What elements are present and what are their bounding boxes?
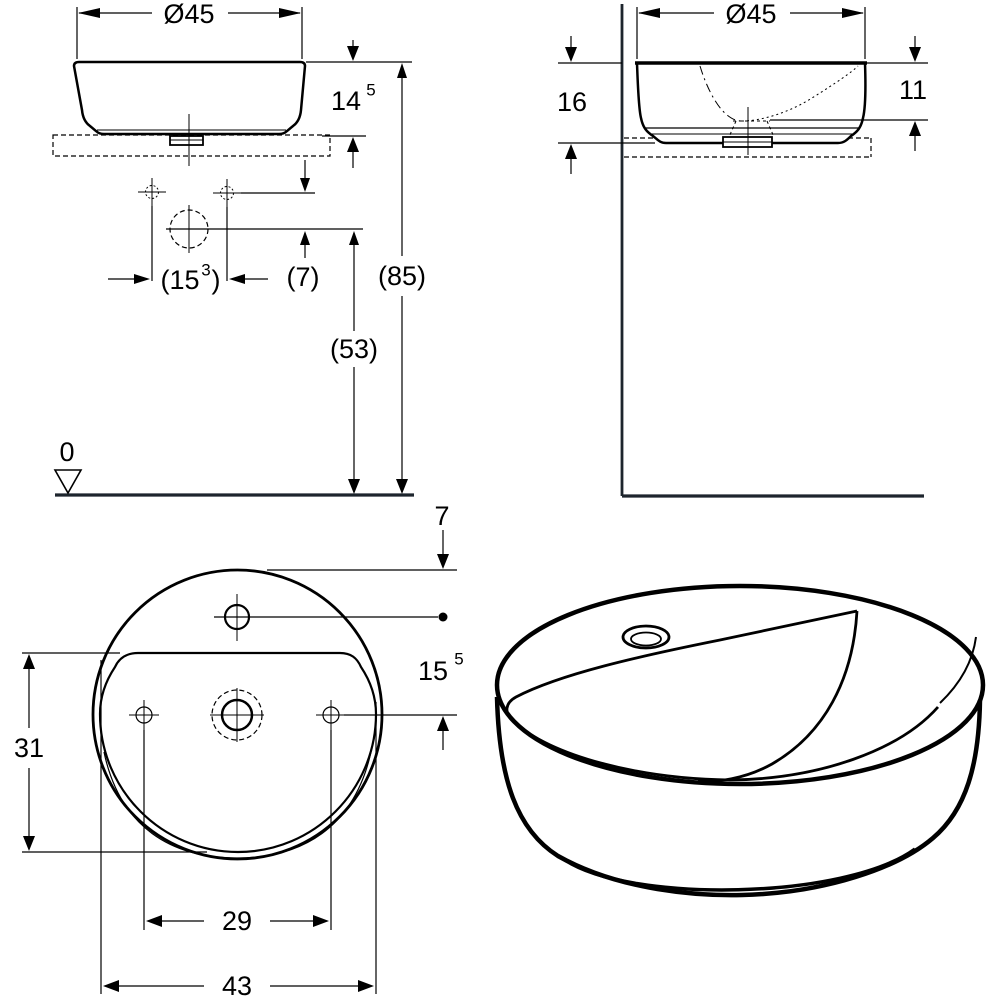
side-16-arrow-bottom [565,144,577,159]
front-fix-label-open: (15 [160,265,200,295]
front-fix-arrow-right [229,274,245,284]
plan-tap-drain-label-sup: 5 [454,649,464,669]
front-7-arrow-top [300,178,310,192]
front-53-arrow-bottom [348,479,360,494]
persp-bowl-back-edge [507,611,857,721]
side-diameter-label: Ø45 [725,0,777,29]
persp-base-ring [565,849,915,890]
side-depth-label: 11 [898,75,928,105]
front-fixing-hole-left [138,178,166,206]
floor-datum-label: 0 [59,437,75,467]
front-rim-height-label: (85) [377,261,427,291]
persp-tap-hole-inner [631,633,661,646]
front-elevation-view [53,0,426,495]
plan-fixing-hole-left [129,700,159,730]
front-7-arrow-bottom [300,231,310,245]
front-h145-arrow-top [347,46,359,61]
plan-tap-leader-dot [439,613,448,622]
front-85-arrow-bottom [396,479,408,494]
front-diameter-label: Ø45 [163,0,215,29]
persp-body-outline [497,697,980,895]
front-53-arrow-top [349,231,359,245]
persp-bowl-inner-wall [698,611,857,781]
plan-29-arrow-right [313,915,329,927]
plan-fixing-span-label: 29 [221,906,253,936]
front-fix-arrow-left [134,274,150,284]
side-section-view [557,0,928,496]
plan-31-arrow-top [23,654,35,669]
plan-tap-edge-label: 7 [434,501,450,531]
perspective-view [497,586,983,895]
front-drain-height-label: (53) [329,334,379,364]
front-85-arrow-top [397,63,407,78]
plan-31-arrow-bottom [23,836,35,851]
plan-43-arrow-left [103,980,119,992]
front-dia-arrow-left [78,8,100,18]
front-height-label: 14 [330,86,362,116]
front-dia-arrow-right [279,8,301,18]
side-11-arrow-bottom [909,121,921,136]
front-fixing-hole-right [213,179,241,207]
floor-datum-triangle [55,470,81,493]
plan-155-arrow [437,716,449,731]
plan-43-arrow-right [358,980,374,992]
plan-width-label: 43 [221,971,253,1000]
plan-29-arrow-left [146,915,162,927]
plan-tap-drain-label: 15 [417,656,449,686]
side-basin-outline [637,63,865,143]
front-drain-offset-label: (7) [286,262,320,292]
plan-length-label: 31 [13,733,45,763]
front-fix-label-sup: 3 [201,260,211,280]
front-h145-arrow-bottom [347,137,359,152]
side-11-arrow-top [909,47,921,62]
persp-rim-edge-right [940,637,976,703]
front-fix-label-close: ) [211,265,221,295]
front-height-label-sup: 5 [366,80,376,100]
plan-fixing-hole-right [316,700,346,730]
side-dia-arrow-right [842,8,864,18]
side-dia-arrow-left [638,8,660,18]
plan-view [14,501,464,1000]
side-16-arrow-top [565,47,577,62]
plan-7-arrow [437,554,449,569]
side-height-label: 16 [556,87,588,117]
